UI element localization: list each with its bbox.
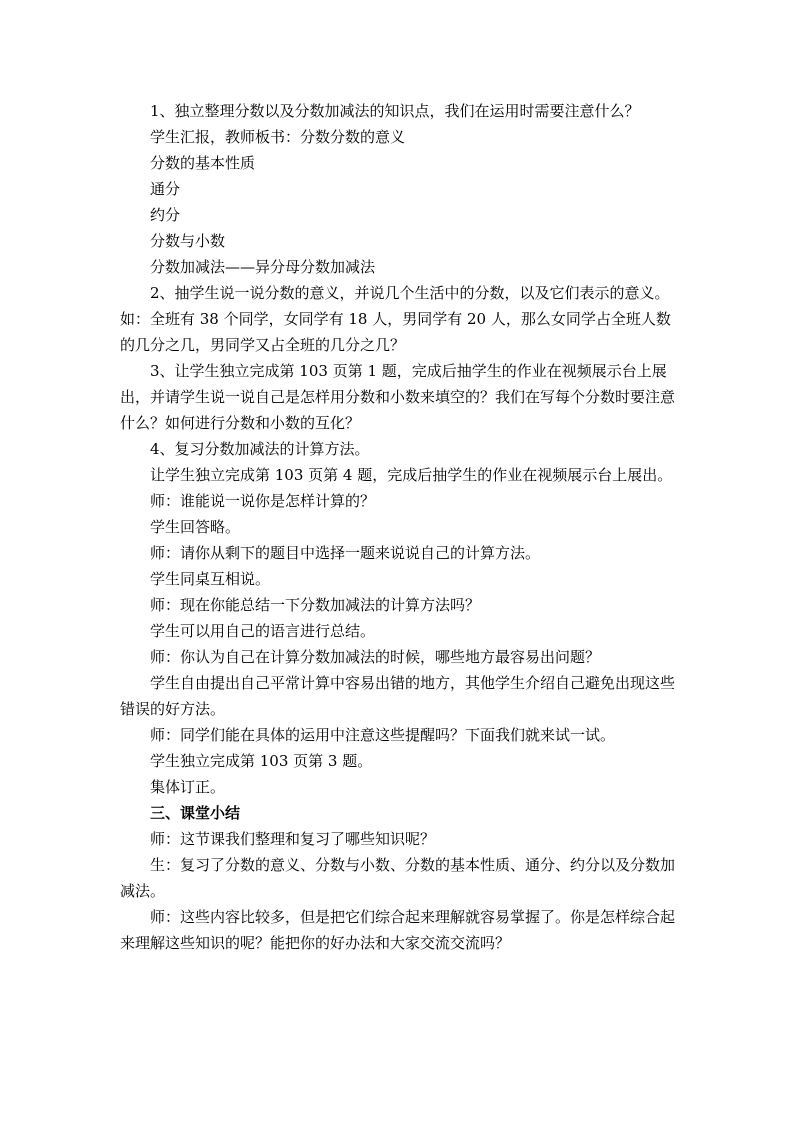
paragraph: 师：这些内容比较多，但是把它们综合起来理解就容易掌握了。你是怎样综合起来理解这些知识的呢？能把你的好办法和大家交流交流吗？	[120, 908, 676, 952]
paragraph: 学生同桌互相说。	[150, 570, 271, 588]
section-heading: 三、课堂小结	[150, 804, 241, 822]
paragraph: 学生回答略。	[150, 518, 241, 536]
paragraph: 通分	[150, 180, 181, 198]
paragraph: 师：现在你能总结一下分数加减法的计算方法吗？	[150, 596, 481, 614]
paragraph: 师：这节课我们整理和复习了哪些知识呢？	[150, 830, 436, 848]
paragraph: 约分	[150, 206, 181, 224]
paragraph: 4、复习分数加减法的计算方法。	[150, 440, 370, 458]
paragraph: 师：同学们能在具体的运用中注意这些提醒吗？下面我们就来试一试。	[150, 726, 616, 744]
paragraph: 学生可以用自己的语言进行总结。	[150, 622, 376, 640]
document-page	[120, 98, 680, 956]
paragraph: 学生汇报，教师板书：分数分数的意义	[150, 128, 406, 146]
paragraph: 分数加减法——异分母分数加减法	[150, 258, 376, 276]
paragraph: 2、抽学生说一说分数的意义，并说几个生活中的分数，以及它们表示的意义。如：全班有 38 个同学，女同学有 18 人，男同学有 20 人，那么女同学占全班人数的几分之几，男同学又占全班的几分之几？	[120, 284, 671, 354]
paragraph: 集体订正。	[150, 778, 226, 796]
paragraph: 生：复习了分数的意义、分数与小数、分数的基本性质、通分、约分以及分数加减法。	[120, 856, 676, 900]
paragraph: 师：谁能说一说你是怎样计算的？	[150, 492, 376, 510]
paragraph: 分数的基本性质	[150, 154, 256, 172]
paragraph: 师：你认为自己在计算分数加减法的时候，哪些地方最容易出问题？	[150, 648, 601, 666]
paragraph: 学生自由提出自己平常计算中容易出错的地方，其他学生介绍自己避免出现这些错误的好方法。	[120, 674, 676, 718]
paragraph: 分数与小数	[150, 232, 226, 250]
paragraph: 学生独立完成第 103 页第 3 题。	[150, 752, 373, 770]
paragraph: 师：请你从剩下的题目中选择一题来说说自己的计算方法。	[150, 544, 541, 562]
paragraph: 1、独立整理分数以及分数加减法的知识点，我们在运用时需要注意什么？	[150, 102, 640, 120]
paragraph: 让学生独立完成第 103 页第 4 题，完成后抽学生的作业在视频展示台上展出。	[150, 466, 673, 484]
paragraph: 3、让学生独立完成第 103 页第 1 题，完成后抽学生的作业在视频展示台上展出，并请学生说一说自己是怎样用分数和小数来填空的？我们在写每个分数时要注意什么？如何进行分数和小数的互化？	[120, 362, 676, 432]
